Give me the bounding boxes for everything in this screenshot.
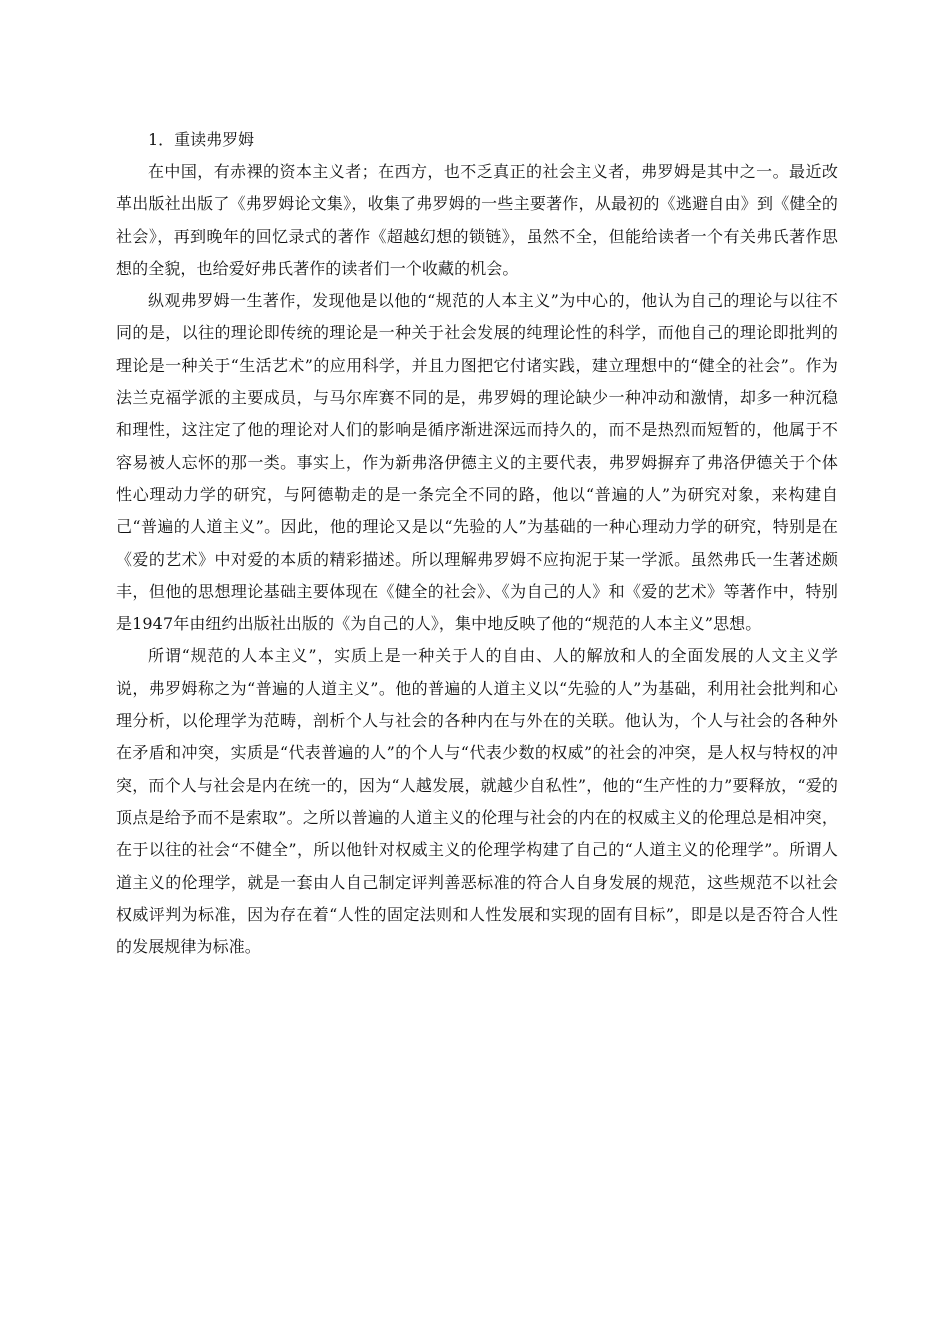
document-page [116,124,838,963]
paragraph-humanism: 所谓“规范的人本主义”，实质上是一种关于人的自由、人的解放和人的全面发展的人文主义学说，弗罗姆称之为“普遍的人道主义”。他的普遍的人道主义以“先验的人”为基础，利用社会批判和心理分析，以伦理学为范畴，剖析个人与社会的各种内在与外在的关联。他认为，个人与社会的各种外在矛盾和冲突，实质是“代表普遍的人”的个人与“代表少数的权威”的社会的冲突，是人权与特权的冲突，而个人与社会是内在统一的，因为“人越发展，就越少自私性”，他的“生产性的力”要释放，“爱的顶点是给予而不是索取”。之所以普遍的人道主义的伦理与社会的内在的权威主义的伦理总是相冲突，在于以往的社会“不健全”，所以他针对权威主义的伦理学构建了自己的“人道主义的伦理学”。所谓人道主义的伦理学，就是一套由人自己制定评判善恶标准的符合人自身发展的规范，这些规范不以社会权威评判为标准，因为存在着“人性的固定法则和人性发展和实现的固有目标”，即是以是否符合人性的发展规律为标准。 [116,646,838,957]
paragraph-overview: 纵观弗罗姆一生著作，发现他是以他的“规范的人本主义”为中心的，他认为自己的理论与以往不同的是，以往的理论即传统的理论是一种关于社会发展的纯理论性的科学，而他自己的理论即批判的理论是一种关于“生活艺术”的应用科学，并且力图把它付诸实践，建立理想中的“健全的社会”。作为法兰克福学派的主要成员，与马尔库赛不同的是，弗罗姆的理论缺少一种冲动和激情，却多一种沉稳和理性，这注定了他的理论对人们的影响是循序渐进深远而持久的，而不是热烈而短暂的，他属于不容易被人忘怀的那一类。事实上，作为新弗洛伊德主义的主要代表，弗罗姆摒弃了弗洛伊德关于个体性心理动力学的研究，与阿德勒走的是一条完全不同的路，他以“普遍的人”为研究对象，来构建自己“普遍的人道主义”。因此，他的理论又是以“先验的人”为基础的一种心理动力学的研究，特别是在《爱的艺术》中对爱的本质的精彩描述。所以理解弗罗姆不应拘泥于某一学派。虽然弗氏一生著述颇丰，但他的思想理论基础主要体现在《健全的社会》、《为自己的人》和《爱的艺术》等著作中，特别是1947年由纽约出版社出版的《为自己的人》，集中地反映了他的“规范的人本主义”思想。 [116,291,838,634]
section-heading: 1．重读弗罗姆 [148,130,255,149]
paragraph-intro: 在中国，有赤裸的资本主义者；在西方，也不乏真正的社会主义者，弗罗姆是其中之一。最近改革出版社出版了《弗罗姆论文集》，收集了弗罗姆的一些主要著作，从最初的《逃避自由》到《健全的社会》，再到晚年的回忆录式的著作《超越幻想的锁链》，虽然不全，但能给读者一个有关弗氏著作思想的全貌，也给爱好弗氏著作的读者们一个收藏的机会。 [116,162,838,278]
